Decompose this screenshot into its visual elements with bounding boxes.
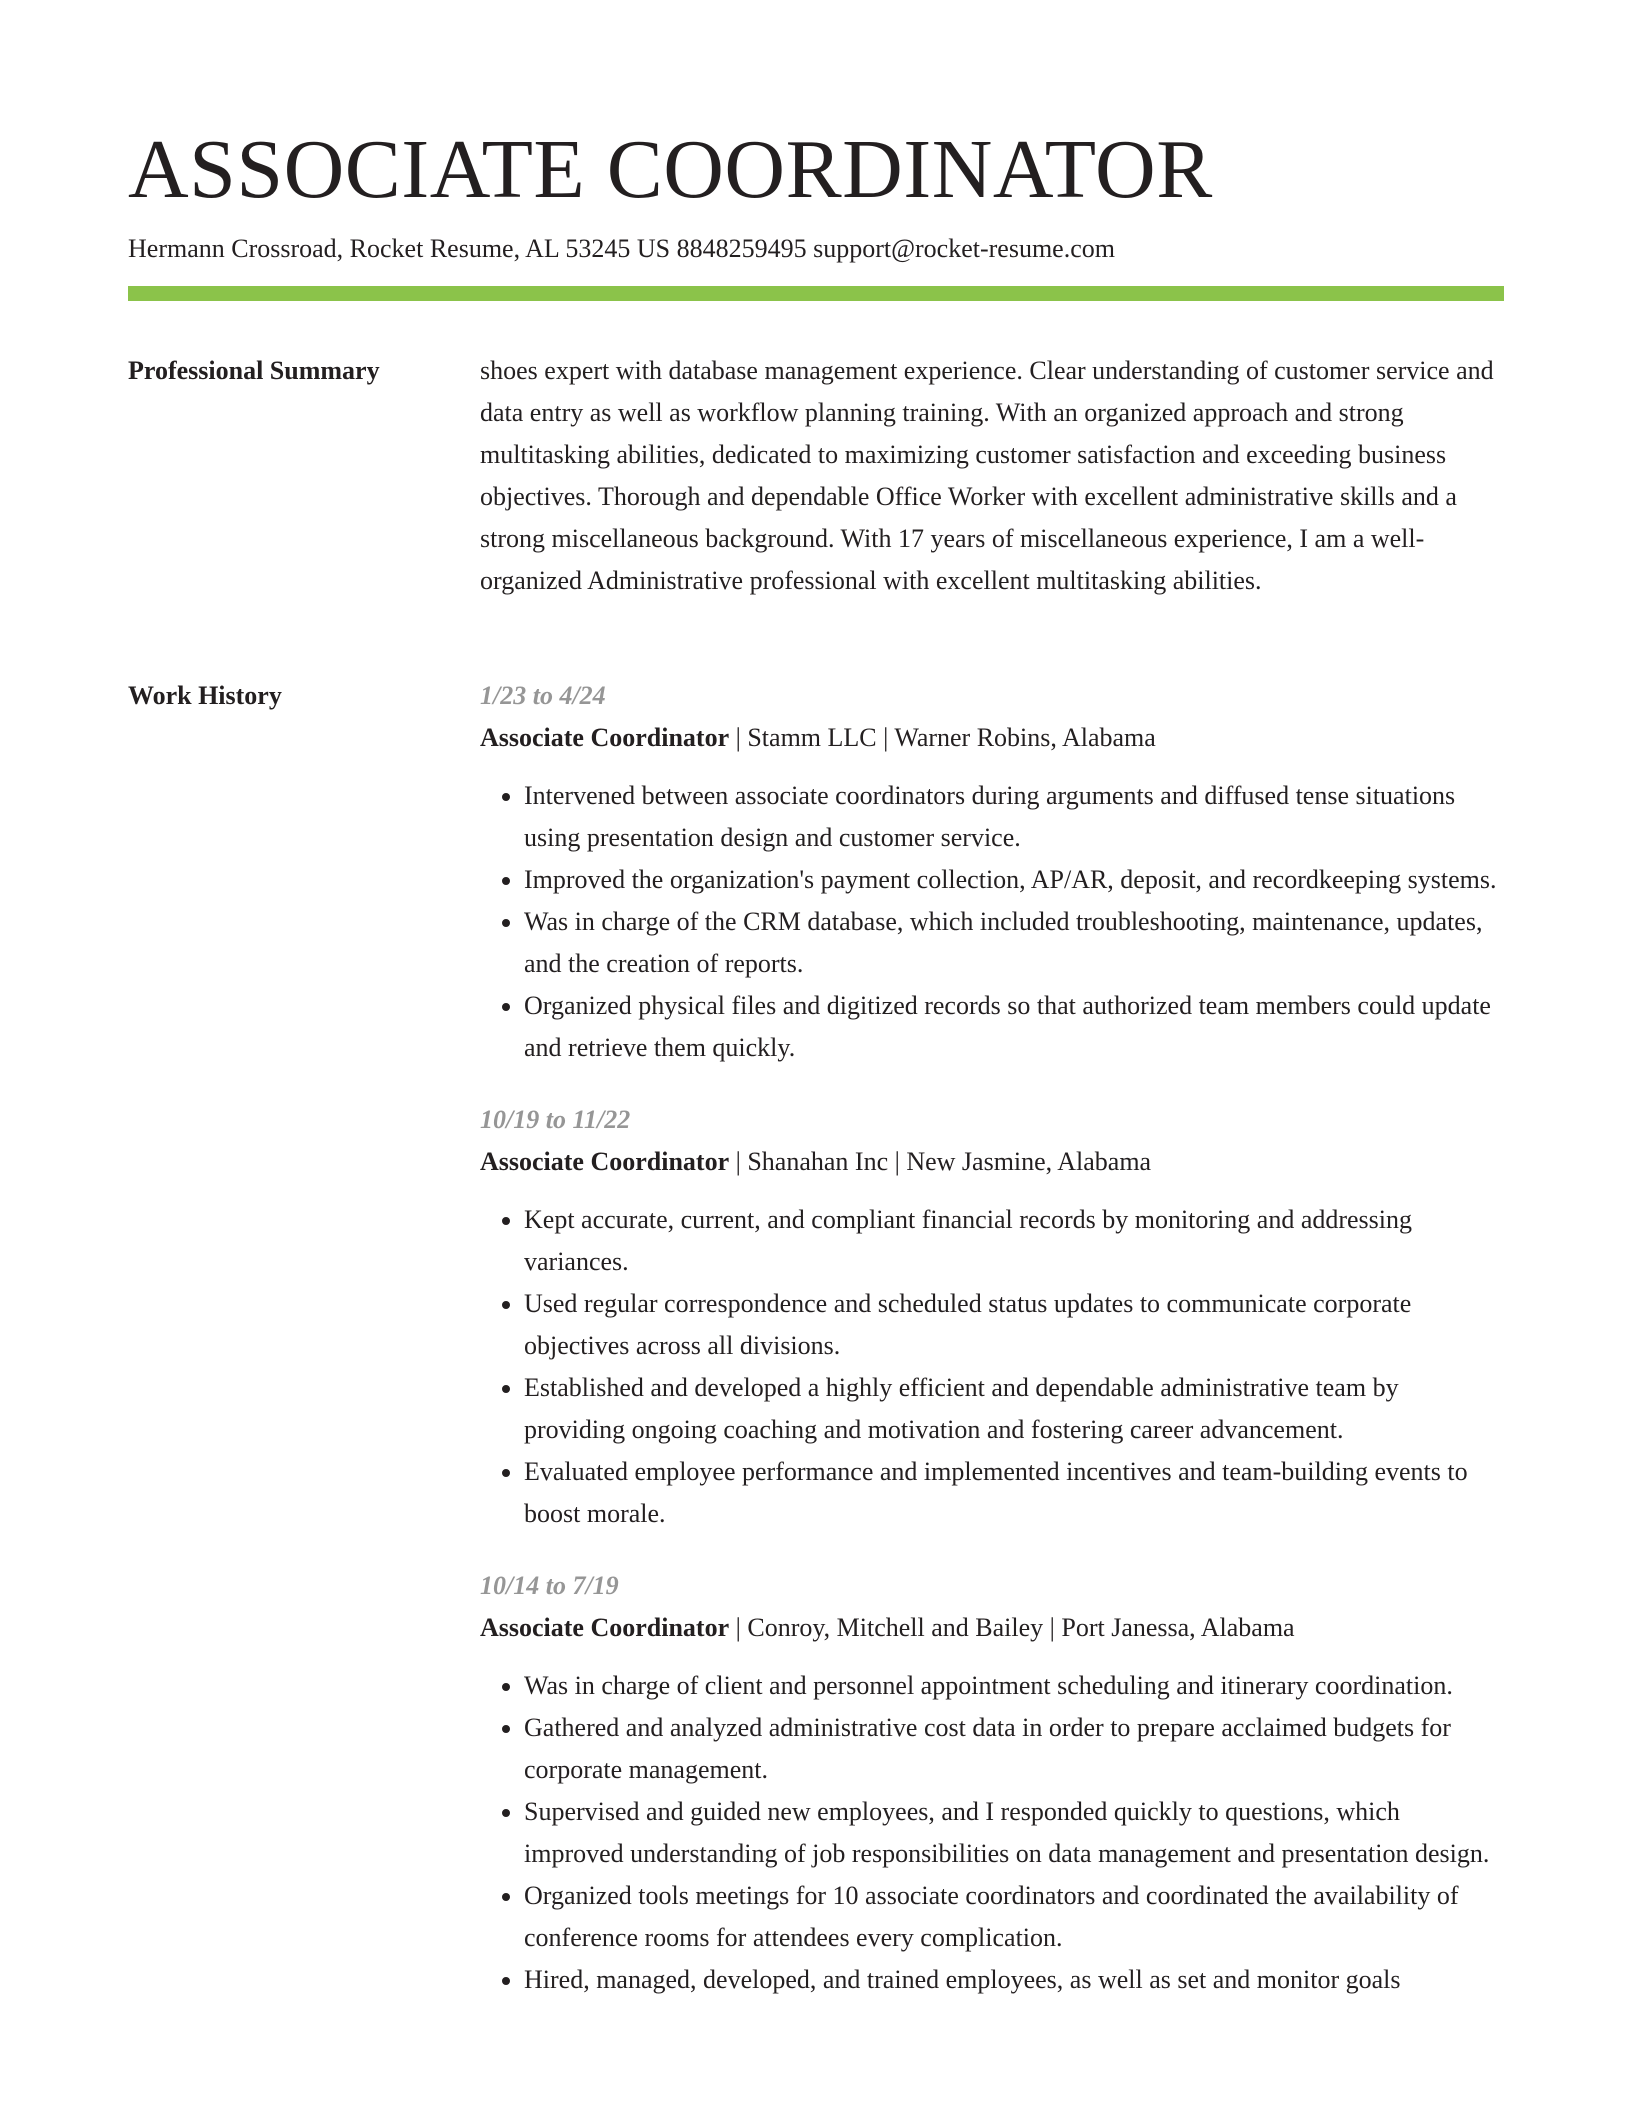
- job-bullet-list: [480, 1199, 1504, 1535]
- job-bullet: • Kept accurate, current, and compliant financial records by monitoring and addressing variances.: [524, 1199, 1504, 1283]
- job-entry: [480, 1099, 1504, 1535]
- job-bullet: • Intervened between associate coordinators during arguments and diffused tense situations using presentation design and customer service.: [524, 775, 1504, 859]
- resume-name-heading: ASSOCIATE COORDINATOR: [128, 123, 1213, 216]
- summary-body: [480, 350, 1504, 602]
- job-bullet: • Used regular correspondence and scheduled status updates to communicate corporate objectives across all divisions.: [524, 1283, 1504, 1367]
- job-details: | Conroy, Mitchell and Bailey | Port Janessa, Alabama: [729, 1613, 1295, 1642]
- job-bullet-list: [480, 1665, 1504, 2001]
- job-bullet: • Was in charge of the CRM database, which included troubleshooting, maintenance, updates, and the creation of reports.: [524, 901, 1504, 985]
- job-bullet: • Hired, managed, developed, and trained employees, as well as set and monitor goals: [524, 1959, 1504, 2001]
- job-bullet: • Gathered and analyzed administrative cost data in order to prepare acclaimed budgets for corporate management.: [524, 1707, 1504, 1791]
- job-bullet: • Improved the organization's payment collection, AP/AR, deposit, and recordkeeping systems.: [524, 859, 1504, 901]
- job-bullet: • Established and developed a highly efficient and dependable administrative team by providing ongoing coaching and motivation and fostering career advancement.: [524, 1367, 1504, 1451]
- job-title-line: [480, 717, 1504, 759]
- job-title: Associate Coordinator: [480, 1613, 730, 1642]
- job-details: | Shanahan Inc | New Jasmine, Alabama: [729, 1147, 1152, 1176]
- job-bullet: • Evaluated employee performance and implemented incentives and team-building events to boost morale.: [524, 1451, 1504, 1535]
- summary-label: Professional Summary: [128, 356, 380, 385]
- job-title-line: [480, 1141, 1504, 1183]
- summary-text: shoes expert with database management experience. Clear understanding of customer service and data entry as well as workflow planning training. With an organized approach and strong multitasking abilities, dedicated to maximizing customer satisfaction and exceeding business objectives. Thorough and dependable Office Worker with excellent administrative skills and a strong miscellaneous background. With 17 years of miscellaneous experience, I am a well-organized Administrative professional with excellent multitasking abilities.: [480, 356, 1494, 595]
- job-bullet: • Organized tools meetings for 10 associate coordinators and coordinated the availability of conference rooms for attendees every complication.: [524, 1875, 1504, 1959]
- job-title: Associate Coordinator: [480, 1147, 730, 1176]
- work-history-label: Work History: [128, 681, 282, 710]
- job-dates: 10/19 to 11/22: [480, 1105, 631, 1134]
- job-title-line: [480, 1607, 1504, 1649]
- contact-info: Hermann Crossroad, Rocket Resume, AL 53245 US 8848259495 support@rocket-resume.com: [128, 234, 1115, 263]
- job-details: | Stamm LLC | Warner Robins, Alabama: [729, 723, 1156, 752]
- job-bullet: • Supervised and guided new employees, and I responded quickly to questions, which improved understanding of job responsibilities on data management and presentation design.: [524, 1791, 1504, 1875]
- job-bullet: • Was in charge of client and personnel appointment scheduling and itinerary coordination.: [524, 1665, 1504, 1707]
- job-entry: [480, 675, 1504, 1069]
- job-bullet: • Organized physical files and digitized records so that authorized team members could update and retrieve them quickly.: [524, 985, 1504, 1069]
- job-bullet-list: [480, 775, 1504, 1069]
- work-history-body: [480, 675, 1504, 2031]
- job-dates: 10/14 to 7/19: [480, 1571, 619, 1600]
- job-title: Associate Coordinator: [480, 723, 730, 752]
- job-entry: [480, 1565, 1504, 2001]
- job-dates: 1/23 to 4/24: [480, 681, 606, 710]
- header-accent-rule: [128, 286, 1504, 301]
